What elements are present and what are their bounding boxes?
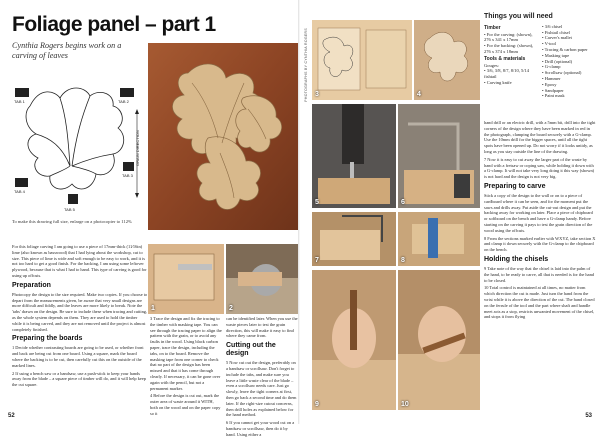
tool-item: • Masking tape xyxy=(542,53,596,59)
leaf-pattern-diagram xyxy=(10,66,142,216)
photo-6 xyxy=(398,104,480,208)
tool-item: • G-clamp xyxy=(542,64,596,70)
intro-paragraph: For this foliage carving I am going to use a piece of 17mm-thick (11⁄16in) lime (also known as basswood) that I had lying about the workshop, cut to size. This piece of lime is wide and soft enough to be easy to work, and it is not too hard to get a good finish. For the backing, I am using some leftover plywood, because that is what I had to hand. This type of carving is good for using up offcuts. xyxy=(12,244,147,278)
photo-1 xyxy=(148,244,224,314)
things-heading: Things you will need xyxy=(484,13,553,20)
photo-credit: PHOTOGRAPHS BY CYNTHIA ROGERS xyxy=(304,28,308,102)
left-page xyxy=(0,0,300,437)
photo-number-2: 2 xyxy=(229,305,233,312)
carved-leaves-image xyxy=(148,43,298,230)
photo-number-8: 8 xyxy=(401,257,405,264)
traced-board-image xyxy=(312,20,412,100)
tool-item: • 3/6 chisel xyxy=(542,24,596,30)
preparation-paragraph: Photocopy the design to the size required. Make two copies. If you choose to depart from the measurements given, be aware that very small designs are more difficult and fiddly, and the leaves are more likely to break. Note the 'tabs' drawn on the design. Be sure to include these when tracing and cutting, as the whole system depends on them. They are used to hold the timber while it is being carved, and they are not removed until the project is almost completely finished. xyxy=(12,291,148,332)
hero-photo xyxy=(148,43,298,230)
standfirst: Cynthia Rogers begins work on a carving of leaves xyxy=(12,41,122,60)
photo-number-6: 6 xyxy=(401,199,405,206)
tool-item: • Fishtail chisel xyxy=(542,30,596,36)
photo-3 xyxy=(312,20,412,100)
step-5: 5 Now cut out the design, preferably on a bandsaw or scrollsaw. Don't forget to include the tabs, and make sure you leave a little waste clear of the blade – even a scrollsaw needs care. Just go slowly, leave the tight corners at first, then go back a second time and do them later. If the right-size cutout concerns, then drill holes as explained below for the hand method. xyxy=(226,360,297,418)
left-column-3 xyxy=(226,316,298,437)
gouges-label: Gouges: xyxy=(484,62,499,68)
step-6: 6 If you cannot get your wood cut on a bandsaw or scrollsaw, then do it by hand. Using either a xyxy=(226,420,295,437)
photo-2 xyxy=(226,244,298,314)
photo-number-9: 9 xyxy=(315,401,319,408)
heading-preparing-carve: Preparing to carve xyxy=(484,182,546,190)
things-left-list xyxy=(484,24,538,99)
coping-saw-image xyxy=(312,212,396,266)
tab-label-4: TAB 4 xyxy=(14,189,25,194)
photo-7 xyxy=(312,212,396,266)
things-right-list xyxy=(542,24,596,99)
photo-number-4: 4 xyxy=(417,91,421,98)
preparing-carve-paragraph: Stick a copy of the design to the wall or on to a piece of cardboard where it can be seen, and for the moment put the saws and drills away. Put aside the cut-out design and put the backing away for working on later. Place a piece of chipboard or softboard on the bench and have a G-clamp handy. Before starting on the carving it pays to test the grain direction of the wood using the offcuts. xyxy=(484,192,593,233)
step-3: 3 Trace the design and fix the tracing to the timber with masking tape. You can see through the tracing paper to align the pattern with the grain, or to avoid any faults in the wood. Using black carbon paper, trace the design, including the tabs, on to the board. Remove the masking tape from one corner to check that no part of the design has been missed and that it has come through clearly. If necessary, it can be gone over again with the pencil, but not a permanent marker. xyxy=(150,316,222,391)
step-1: 1 Decide whether contrasting boards are going to be used, or whether front and back are being cut from one board. Using a square, mark the board where the backing is to be cut, then carefully cut this on the outside of the marked lines. xyxy=(12,345,144,368)
photo-number-3: 3 xyxy=(315,91,319,98)
board-marking-image xyxy=(148,244,224,314)
photo-number-5: 5 xyxy=(315,199,319,206)
tab-label-3: TAB 3 xyxy=(122,173,133,178)
tab-label-2: TAB 2 xyxy=(118,99,129,104)
step-2: 2 If using a bench saw or a bandsaw, use a push-stick to keep your hands away from the blade – a square piece of timber will do, and it will help keep the cut square. xyxy=(12,370,146,388)
tool-item: • Paint mask xyxy=(542,93,596,99)
tool-item: • Epoxy xyxy=(542,82,596,88)
cut-out-design-image xyxy=(414,20,480,100)
photo-4 xyxy=(414,20,480,100)
tab-label-5: TAB 5 xyxy=(64,207,75,212)
photo-8 xyxy=(398,212,480,266)
timber-item: • For the carving: (shown), 276 x 341 x 17mm xyxy=(484,32,538,44)
holding-chisel-image xyxy=(312,270,396,410)
clamped-section-image xyxy=(398,212,480,266)
saw-cutting-image xyxy=(226,244,298,314)
things-columns xyxy=(484,24,596,99)
drilling-image xyxy=(312,104,396,208)
left-folio: 52 xyxy=(8,413,15,419)
left-column-1 xyxy=(12,244,148,414)
tab-label-1: TAB 1 xyxy=(14,99,25,104)
photo-10 xyxy=(398,270,480,410)
controlled-cut-image xyxy=(398,270,480,410)
tool-item: • Scrollsaw (optional) xyxy=(542,70,596,76)
heading-cutting-out: Cutting out the design xyxy=(226,342,276,358)
right-page xyxy=(300,0,600,424)
tool-item: • Tracing & carbon paper xyxy=(542,47,596,53)
tool-item: • Sandpaper xyxy=(542,88,596,94)
step-4-continued: can be identified later. When you use the waste pieces later to test the grain direction, this will make it easy to find where they came from. xyxy=(226,316,298,339)
grain-direction-label: GRAIN DIRECTION xyxy=(135,130,140,166)
gouges-item: • 3/6, 3/8, 8/7, 8/10, 5/14 fishtail xyxy=(484,68,538,80)
hand-drill-paragraph: hand drill or an electric drill, with a 5mm bit, drill into the tight corners of the design where they have been marked in red in the photograph, clamping the board securely with a G-clamp. Use the 10mm drill for the bigger spaces, until all the tight spots have been opened up. Do not worry if it looks untidy, as long as you stay outside the line of the drawing. xyxy=(484,120,596,154)
things-you-need-box xyxy=(484,14,596,118)
photo-5 xyxy=(312,104,396,208)
tool-item: • V-tool xyxy=(542,41,596,47)
right-column xyxy=(484,120,596,410)
tool-item: • Drill (optional) xyxy=(542,59,596,65)
photo-number-7: 7 xyxy=(315,257,319,264)
photo-number-1: 1 xyxy=(151,305,155,312)
fretsaw-image xyxy=(398,104,480,208)
carving-knife-item: • Carving knife xyxy=(484,80,538,86)
heading-preparation: Preparation xyxy=(12,281,51,289)
heading-preparing-boards: Preparing the boards xyxy=(12,335,83,343)
tool-item: • Hammer xyxy=(542,76,596,82)
article-title: Foliage panel – part 1 xyxy=(12,13,216,36)
timber-label: Timber xyxy=(484,24,501,31)
photo-9 xyxy=(312,270,396,410)
step-7: 7 Now it is easy to cut away the larger part of the waste by hand with a fretsaw or coping saw, while holding it down with a G-clamp. It will not take very long doing it this way (shown) is not hard and the design is not very big. xyxy=(484,156,595,180)
right-folio: 53 xyxy=(585,413,592,419)
diagram-caption: To make this drawing full size, enlarge on a photocopier to 112% xyxy=(12,219,132,224)
step-4: 4 Before the design is cut out, mark the outer area of waste around it WITH, both on the wood and on the paper copy so it xyxy=(150,393,221,416)
tool-item: • Carver's mallet xyxy=(542,35,596,41)
step-8: 8 From the sections marked earlier with WXYZ, take section X and clamp it down securely with the G-clamp to the chipboard on the bench. xyxy=(484,235,596,253)
timber-item: • For the backing: (shown), 276 x 374 x 18mm xyxy=(484,43,538,55)
heading-holding-chisels: Holding the chisels xyxy=(484,255,549,263)
step-10: 10 Total control is maintained at all times, no matter from which direction the cut is made. Just turn the hand from the wrist while it is above the direction of the cut. The hand closed on the ferrule of the tool and the part where shaft and handle meet acts as a stop, restricts unwanted movement of the chisel, and stops it from flying xyxy=(484,285,595,320)
step-9: 9 Take note of the way that the chisel is laid into the palm of the hand, to be ready to carve, all that is needed is for the hand to be closed. xyxy=(484,265,594,283)
left-column-2 xyxy=(150,316,222,416)
photo-number-10: 10 xyxy=(401,401,409,408)
tools-label: Tools & materials xyxy=(484,55,526,62)
